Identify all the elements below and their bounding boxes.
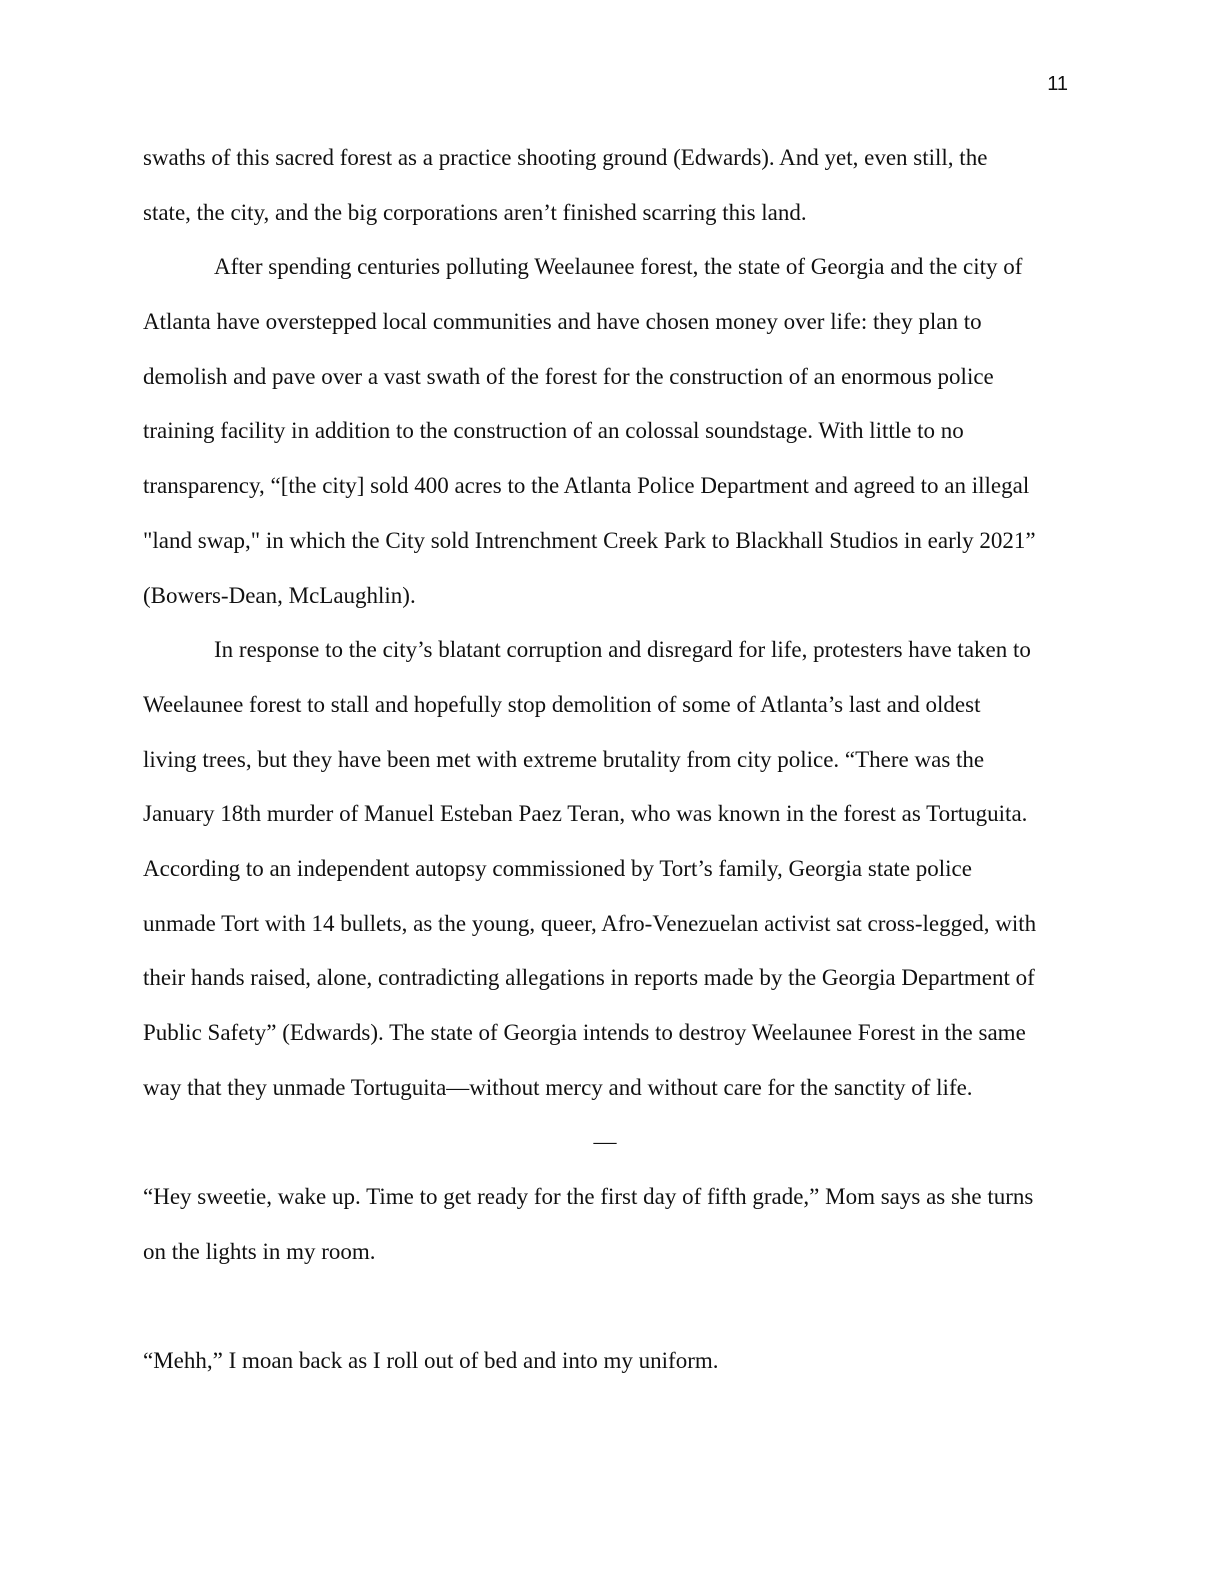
text-line: According to an independent autopsy commissioned by Tort’s family, Georgia state police (143, 855, 972, 881)
text-line: After spending centuries polluting Weelaunee forest, the state of Georgia and the city of (214, 254, 1023, 280)
text-line: Weelaunee forest to stall and hopefully stop demolition of some of Atlanta’s last and oldest (143, 691, 981, 717)
text-line: (Bowers-Dean, McLaughlin). (143, 582, 416, 608)
text-line: unmade Tort with 14 bullets, as the young, queer, Afro-Venezuelan activist sat cross-legged, with (143, 910, 1037, 936)
section-break: — (593, 1129, 617, 1155)
body-text (143, 134, 1083, 1392)
text-line: on the lights in my room. (143, 1238, 376, 1264)
text-line: training facility in addition to the construction of an colossal soundstage. With little to no (143, 418, 964, 444)
text-line: transparency, “[the city] sold 400 acres to the Atlanta Police Department and agreed to an illegal (143, 473, 1030, 499)
text-line: Atlanta have overstepped local communities and have chosen money over life: they plan to (143, 309, 982, 335)
text-line: state, the city, and the big corporations aren’t finished scarring this land. (143, 199, 807, 225)
text-line: living trees, but they have been met with extreme brutality from city police. “There was the (143, 746, 985, 772)
text-line: Public Safety” (Edwards). The state of Georgia intends to destroy Weelaunee Forest in the same (143, 1020, 1026, 1045)
text-line: January 18th murder of Manuel Esteban Paez Teran, who was known in the forest as Tortuguita. (143, 801, 1028, 827)
text-line: “Hey sweetie, wake up. Time to get ready for the first day of fifth grade,” Mom says as she turns (143, 1184, 1034, 1210)
text-line: way that they unmade Tortuguita—without mercy and without care for the sanctity of life. (143, 1074, 973, 1100)
dialogue-1 (143, 1173, 1083, 1282)
text-line: their hands raised, alone, contradicting allegations in reports made by the Georgia Department of (143, 965, 1035, 991)
dialogue-2 (143, 1337, 1083, 1392)
text-line: "land swap," in which the City sold Intrenchment Creek Park to Blackhall Studios in early 2021” (143, 527, 1036, 553)
paragraph-1 (143, 134, 1083, 243)
paragraph-2 (143, 243, 1083, 626)
paragraph-3 (143, 626, 1083, 1118)
text-line: swaths of this sacred forest as a practice shooting ground (Edwards). And yet, even still, the (143, 145, 988, 170)
text-line: In response to the city’s blatant corruption and disregard for life, protesters have taken to (214, 637, 1031, 663)
text-line: “Mehh,” I moan back as I roll out of bed and into my uniform. (143, 1348, 719, 1374)
page-number: 11 (1047, 73, 1068, 95)
blank-line (143, 1282, 1083, 1337)
text-line: demolish and pave over a vast swath of the forest for the construction of an enormous police (143, 363, 994, 389)
